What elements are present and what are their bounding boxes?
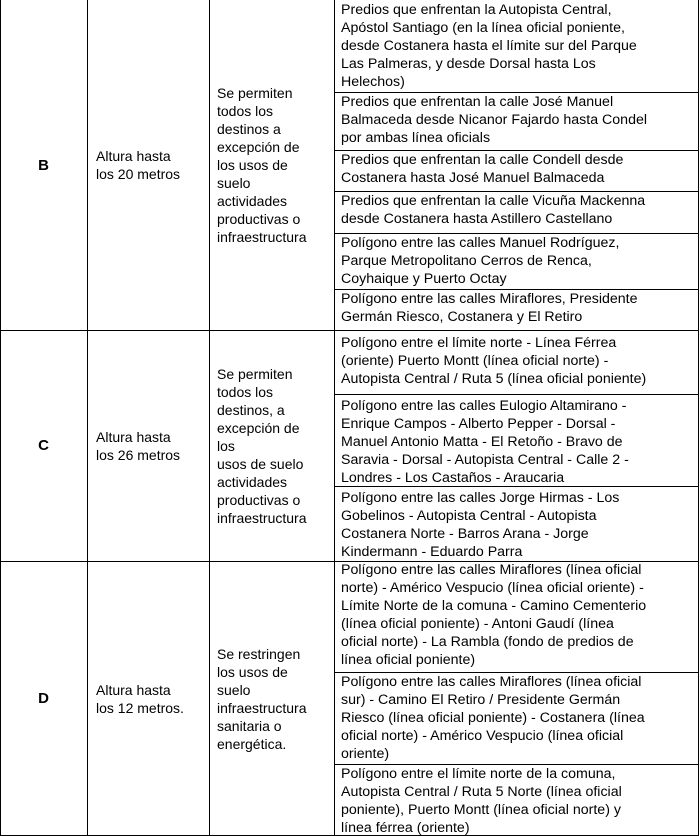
zone-uses-c [209, 330, 334, 561]
polygon-cell [334, 764, 700, 836]
polygon-text: Polígono entre las calles Jorge Hirmas - Los Gobelinos - Autopista Central - Autopista Costanera Norte - Barros Arana - Jorge Kindermann - Eduardo Parra [341, 490, 620, 560]
polygon-divider [334, 486, 699, 487]
polygon-divider [334, 191, 699, 192]
polygon-divider [334, 394, 699, 395]
polygon-cell [334, 330, 700, 394]
column-divider [209, 0, 210, 836]
zone-code-text: B [38, 156, 49, 174]
polygon-divider [334, 672, 699, 673]
polygon-cell [334, 672, 700, 764]
polygon-text: Polígono entre el límite norte de la comuna, Autopista Central / Ruta 5 Norte (línea oficial poniente), Puerto Montt (línea oficial norte) y línea férrea (oriente) [341, 766, 622, 836]
polygon-text: Polígono entre las calles Miraflores (línea oficial sur) - Camino El Retiro / Presidente Germán Riesco (línea oficial poniente) - Costanera (línea oficial norte) - Américo Vespucio (línea oficial oriente) [341, 674, 645, 762]
polygon-cell [334, 233, 700, 289]
polygon-text: Polígono entre las calles Miraflores, Presidente Germán Riesco, Costanera y El Retiro [341, 291, 638, 325]
zone-height-text: Altura hasta los 20 metros [96, 148, 181, 182]
polygon-text: Polígono entre las calles Eulogio Altamirano - Enrique Campos - Alberto Pepper - Dorsal - Manuel Antonio Matta - El Retoño - Bravo de Saravia - Dorsal - Autopista Central - Calle 2 - Londres - Los Castaños - Araucaria [341, 398, 629, 486]
polygon-cell [334, 191, 700, 233]
polygon-text: Predios que enfrentan la calle Condell desde Costanera hasta José Manuel Balmaceda [341, 152, 624, 186]
zone-height-d [87, 561, 209, 836]
zone-code-text: D [38, 690, 49, 707]
zone-uses-text: Se restringen los usos de suelo infraestructura sanitaria o energética. [217, 645, 307, 752]
zone-uses-text: Se permiten todos los destinos a excepción de los usos de suelo actividades productivas o infraestructura [217, 85, 307, 245]
polygon-text: Predios que enfrentan la calle Vicuña Mackenna desde Costanera hasta Astillero Castellano [341, 193, 646, 227]
zone-height-c [87, 330, 209, 561]
table-border-right [698, 0, 699, 836]
polygon-divider [334, 764, 699, 765]
polygon-cell [334, 561, 700, 672]
polygon-cell [334, 289, 700, 330]
zone-uses-b [209, 0, 334, 330]
polygon-text: Polígono entre las calles Manuel Rodríguez, Parque Metropolitano Cerros de Renca, Coyhaique y Puerto Octay [341, 235, 620, 287]
row-divider [0, 330, 699, 331]
polygon-divider [334, 150, 699, 151]
row-divider [0, 561, 699, 562]
zone-height-text: Altura hasta los 26 metros [96, 428, 181, 463]
polygon-text: Predios que enfrentan la calle José Manuel Balmaceda desde Nicanor Fajardo hasta Condel por ambas línea oficials [341, 94, 648, 146]
polygon-cell [334, 394, 700, 486]
polygon-text: Predios que enfrentan la Autopista Central, Apóstol Santiago (en la línea oficial poniente, desde Costanera hasta el límite sur del Parque Las Palmeras, y desde Dorsal hasta Los Helechos) [341, 2, 637, 90]
polygon-divider [334, 289, 699, 290]
column-divider [334, 0, 335, 836]
polygon-cell [334, 486, 700, 561]
zone-height-text: Altura hasta los 12 metros. [96, 681, 184, 716]
column-divider [87, 0, 88, 836]
zone-code-c [0, 330, 87, 561]
table-border-left [0, 0, 1, 836]
polygon-text: Polígono entre el límite norte - Línea Férrea (oriente) Puerto Montt (línea oficial norte) - Autopista Central / Ruta 5 (línea oficial poniente) [341, 335, 647, 387]
zone-code-d [0, 561, 87, 836]
polygon-cell [334, 0, 700, 92]
zone-uses-d [209, 561, 334, 836]
polygon-divider [334, 92, 699, 93]
zone-uses-text: Se permiten todos los destinos, a excepción de los usos de suelo actividades productivas o infraestructura [217, 365, 307, 526]
polygon-cell [334, 150, 700, 191]
polygon-divider [334, 233, 699, 234]
polygon-cell [334, 92, 700, 150]
zone-code-text: C [38, 437, 49, 454]
zone-height-b [87, 0, 209, 330]
zone-code-b [0, 0, 87, 330]
polygon-text: Polígono entre las calles Miraflores (línea oficial norte) - Américo Vespucio (línea oficial oriente) - Límite Norte de la comuna - Camino Cementerio (línea oficial poniente) - Antoni Gaudí (línea oficial norte) - La Rambla (fondo de predios de línea oficial poniente) [341, 562, 647, 668]
